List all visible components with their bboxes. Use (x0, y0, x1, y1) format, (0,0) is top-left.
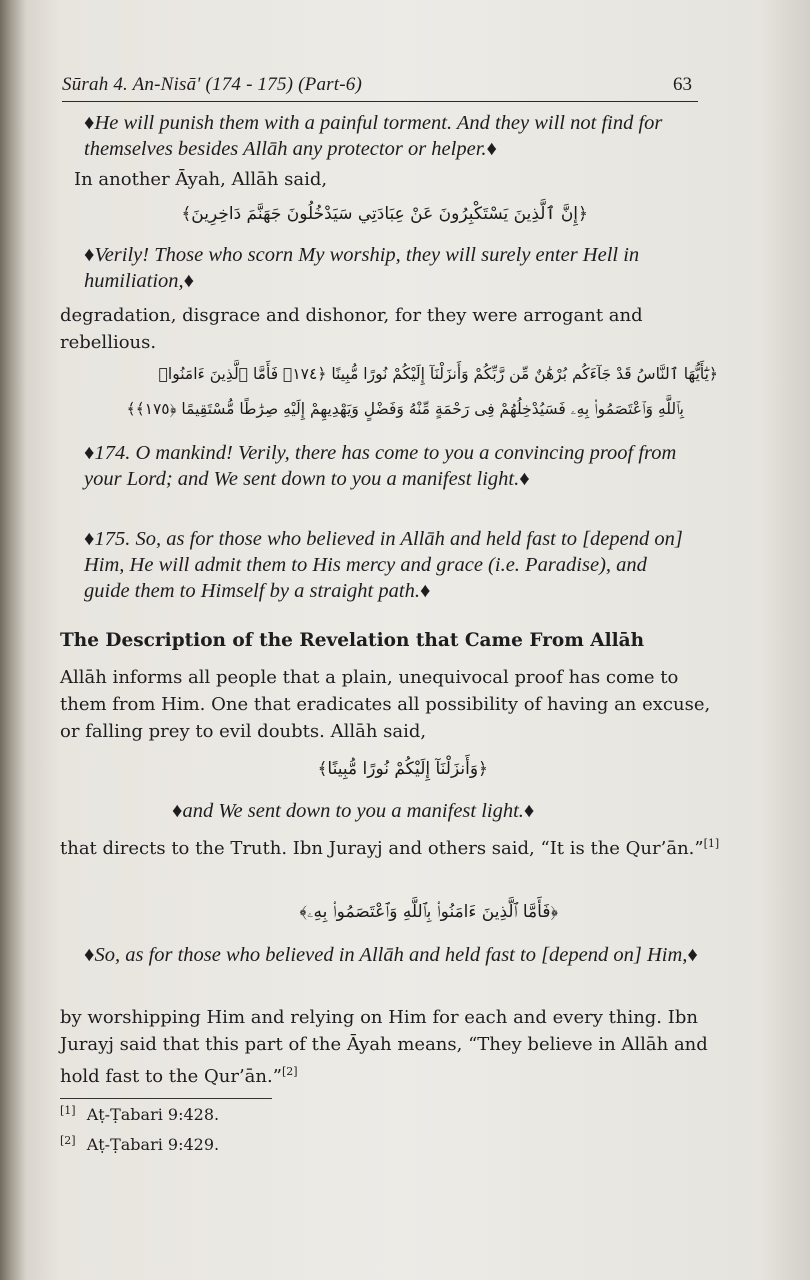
arabic-verse-2-line-1: ﴿يَٰٓأَيُّهَا ٱلنَّاسُ قَدْ جَآءَكُم بُرْهَٰنٌ مِّن رَّبِّكُمْ وَأَنزَلْنَآ إِلَيْكُمْ نُورًا مُّبِينًا ﴿١٧٤﴾ فَأَمَّا ٱلَّذِينَ ءَامَنُوا۟ (158, 365, 718, 383)
footnote-ref-1: [1] (703, 837, 720, 850)
paragraph-5 (60, 1004, 750, 1090)
translation-block-4: ♦175. So, as for those who believed in Allāh and held fast to [depend on] Him, He will admit them to His mercy and grace (i.e. Paradise), and guide them to Himself by a straight path.♦ (84, 528, 683, 602)
footnote-2-text: Aṭ-Ṭabari 9:429. (86, 1135, 220, 1155)
footnote-2 (60, 1134, 219, 1154)
arabic-verse-4: ﴿فَأَمَّا ٱلَّذِينَ ءَامَنُوا۟ بِٱللَّهِ وَٱعْتَصَمُوا۟ بِهِۦ﴾ (299, 902, 558, 922)
surah-title: Sūrah 4. An-Nisā' (174 - 175) (Part-6) (62, 74, 362, 95)
translation-block-3: ♦174. O mankind! Verily, there has come to you a convincing proof from your Lord; and We sent down to you a manifest light.♦ (84, 442, 677, 490)
arabic-verse-3: ﴿وَأَنزَلْنَآ إِلَيْكُمْ نُورًا مُّبِينًا﴾ (317, 759, 488, 779)
footnote-1 (60, 1104, 219, 1124)
paragraph-5-text: by worshipping Him and relying on Him for each and every thing. Ibn Jurayj said that this part of the Āyah means, “They believe in Allāh and hold fast to the Qur’ān.” (60, 1007, 708, 1087)
paragraph-2: degradation, disgrace and dishonor, for they were arrogant and rebellious. (60, 305, 643, 353)
footnote-rule (60, 1098, 272, 1099)
paragraph-4 (60, 830, 740, 862)
translation-block-1: ♦He will punish them with a painful torment. And they will not find for themselves besides Allāh any protector or helper.♦ (84, 112, 663, 160)
translation-block-6: ♦So, as for those who believed in Allāh and held fast to [depend on] Him,♦ (84, 944, 698, 966)
footnote-1-mark: [1] (60, 1104, 76, 1117)
page-number: 63 (673, 74, 692, 95)
running-header (62, 72, 698, 102)
header-rule (62, 101, 698, 103)
section-heading: The Description of the Revelation that Came From Allāh (60, 630, 645, 651)
arabic-verse-2-line-2: بِٱللَّهِ وَٱعْتَصَمُوا۟ بِهِۦ فَسَيُدْخِلُهُمْ فِى رَحْمَةٍ مِّنْهُ وَفَضْلٍ وَيَهْدِيهِمْ إِلَيْهِ صِرَٰطًا مُّسْتَقِيمًا ﴿١٧٥﴾﴾ (126, 400, 684, 418)
translation-block-5: ♦and We sent down to you a manifest light.♦ (172, 800, 535, 822)
translation-block-2: ♦Verily! Those who scorn My worship, they will surely enter Hell in humiliation,♦ (84, 244, 640, 292)
paragraph-1: In another Āyah, Allāh said, (74, 169, 328, 190)
footnote-ref-2: [2] (281, 1065, 298, 1078)
paragraph-3: Allāh informs all people that a plain, unequivocal proof has come to them from Him. One that eradicates all possibility of having an excuse, or falling prey to evil doubts. Allāh said, (60, 667, 711, 742)
arabic-verse-1: ﴿إِنَّ ٱلَّذِينَ يَسْتَكْبِرُونَ عَنْ عِبَادَتِي سَيَدْخُلُونَ جَهَنَّمَ دَاخِرِينَ﴾ (181, 204, 588, 224)
footnote-2-mark: [2] (60, 1134, 76, 1147)
paragraph-4-text: that directs to the Truth. Ibn Jurayj and others said, “It is the Qur’ān.” (60, 838, 704, 859)
footnote-1-text: Aṭ-Ṭabari 9:428. (86, 1105, 220, 1125)
